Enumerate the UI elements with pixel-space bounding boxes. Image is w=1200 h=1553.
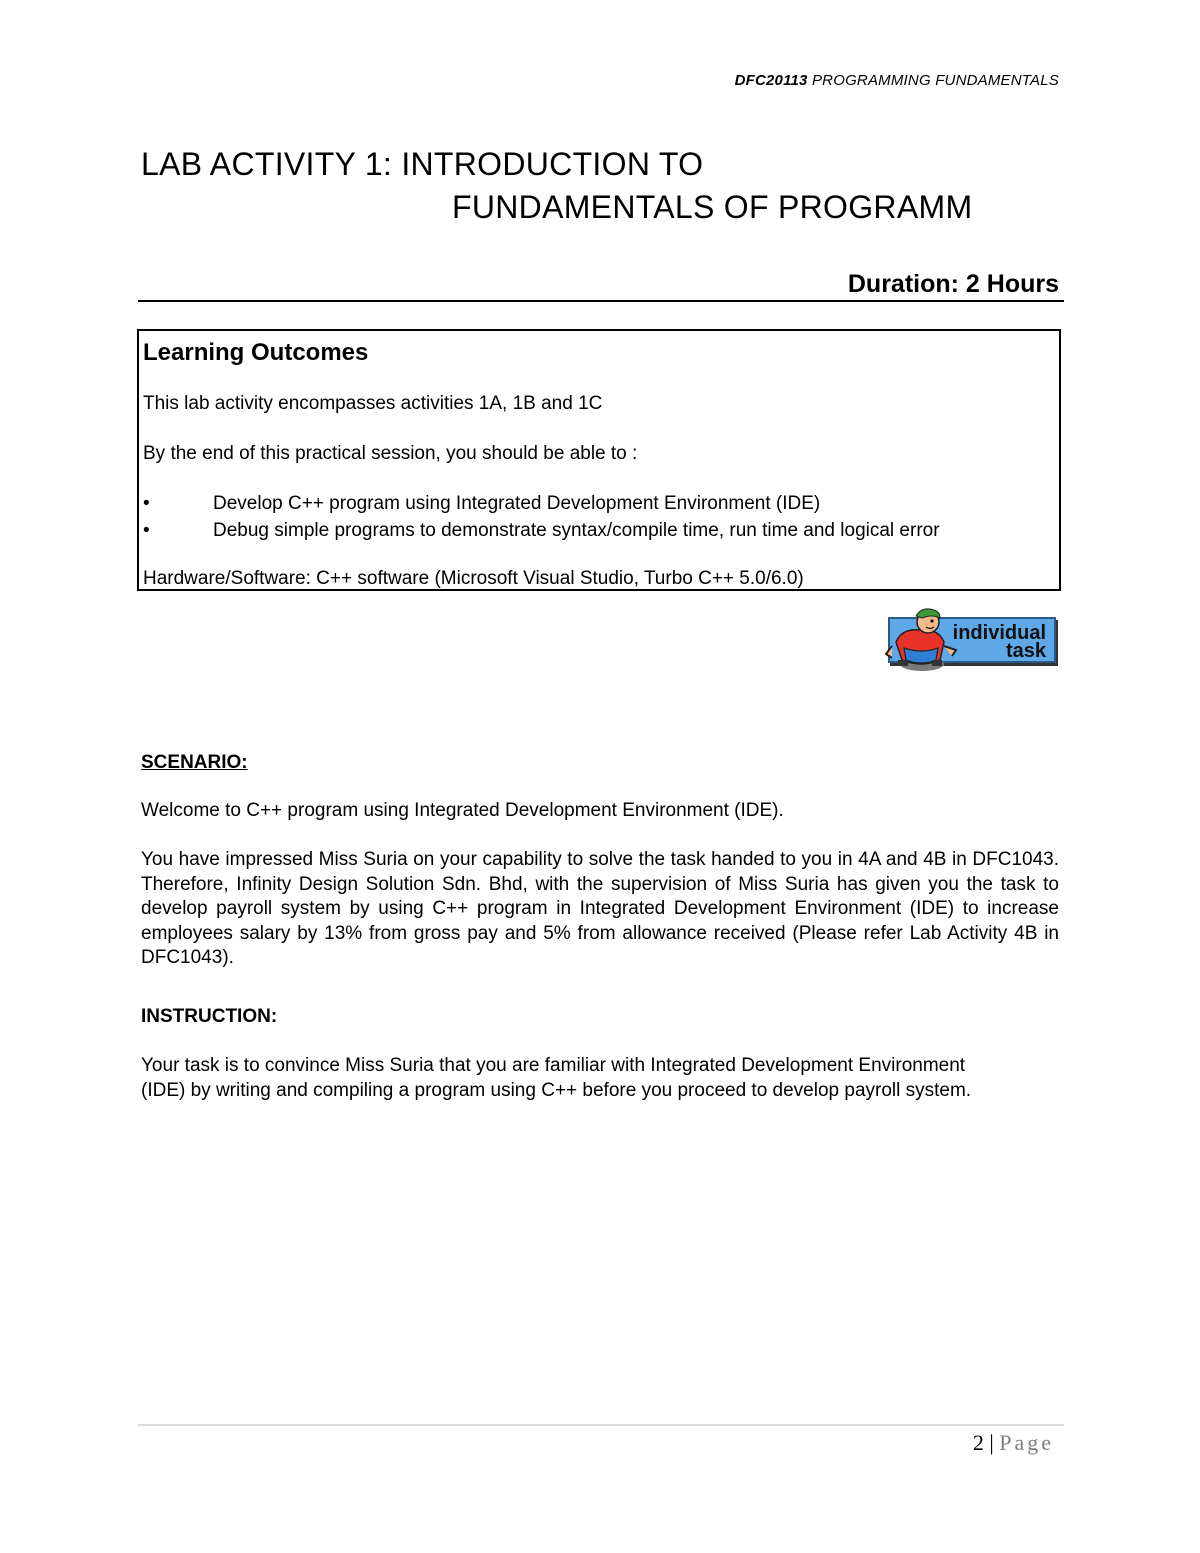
- bullet-icon: •: [143, 520, 150, 541]
- learning-outcome-text: Debug simple programs to demonstrate syntax/compile time, run time and logical error: [213, 520, 940, 541]
- learning-outcomes-box: [137, 329, 1061, 591]
- footer-divider: [138, 1424, 1064, 1426]
- scenario-paragraph-2: You have impressed Miss Suria on your capability to solve the task handed to you in 4A and 4B in DFC1043. Therefore, Infinity Design Solution Sdn. Bhd, with the supervision of Miss Suria has given you the task to develop payroll system by using C++ program in Integrated Development Environment (IDE) to increase employees salary by 13% from gross pay and 5% from allowance received (Please refer Lab Activity 4B in DFC1043).: [141, 849, 1059, 968]
- page-footer: [973, 1430, 1054, 1456]
- lab-title-line-1: LAB ACTIVITY 1: INTRODUCTION TO: [141, 146, 704, 182]
- badge-text-line-2: task: [1005, 640, 1046, 662]
- hardware-software-line: Hardware/Software: C++ software (Microsoft Visual Studio, Turbo C++ 5.0/6.0): [143, 568, 804, 589]
- title-divider: [138, 300, 1064, 302]
- bullet-icon: •: [143, 493, 150, 514]
- running-header: [735, 72, 1059, 89]
- scenario-paragraph-1: Welcome to C++ program using Integrated Development Environment (IDE).: [141, 800, 784, 821]
- student-figure-icon: [882, 602, 962, 674]
- scenario-heading: SCENARIO:: [141, 752, 248, 773]
- learning-outcome-item: [143, 520, 940, 542]
- instruction-heading: INSTRUCTION:: [141, 1006, 278, 1027]
- learning-outcome-text: Develop C++ program using Integrated Development Environment (IDE): [213, 493, 821, 514]
- page-word: Page: [999, 1430, 1054, 1455]
- lab-title-line-2: FUNDAMENTALS OF PROGRAMM: [452, 189, 973, 225]
- duration-label: Duration: 2 Hours: [847, 270, 1059, 298]
- course-name: PROGRAMMING FUNDAMENTALS: [807, 72, 1059, 89]
- badge-text-line-1: individual: [952, 622, 1046, 644]
- learning-outcome-item: [143, 493, 820, 515]
- learning-outcomes-lead: By the end of this practical session, you should be able to :: [143, 443, 638, 464]
- course-code: DFC20113: [734, 72, 808, 89]
- individual-task-badge: [882, 602, 1060, 672]
- page-separator: |: [983, 1430, 1000, 1455]
- page-number: 2: [972, 1430, 984, 1455]
- instruction-paragraph: Your task is to convince Miss Suria that you are familiar with Integrated Development Environment (IDE) by writing and compiling a program using C++ before you proceed to develop payroll system.: [141, 1055, 972, 1101]
- learning-outcomes-heading: Learning Outcomes: [143, 339, 369, 366]
- learning-outcomes-intro: This lab activity encompasses activities 1A, 1B and 1C: [143, 393, 603, 414]
